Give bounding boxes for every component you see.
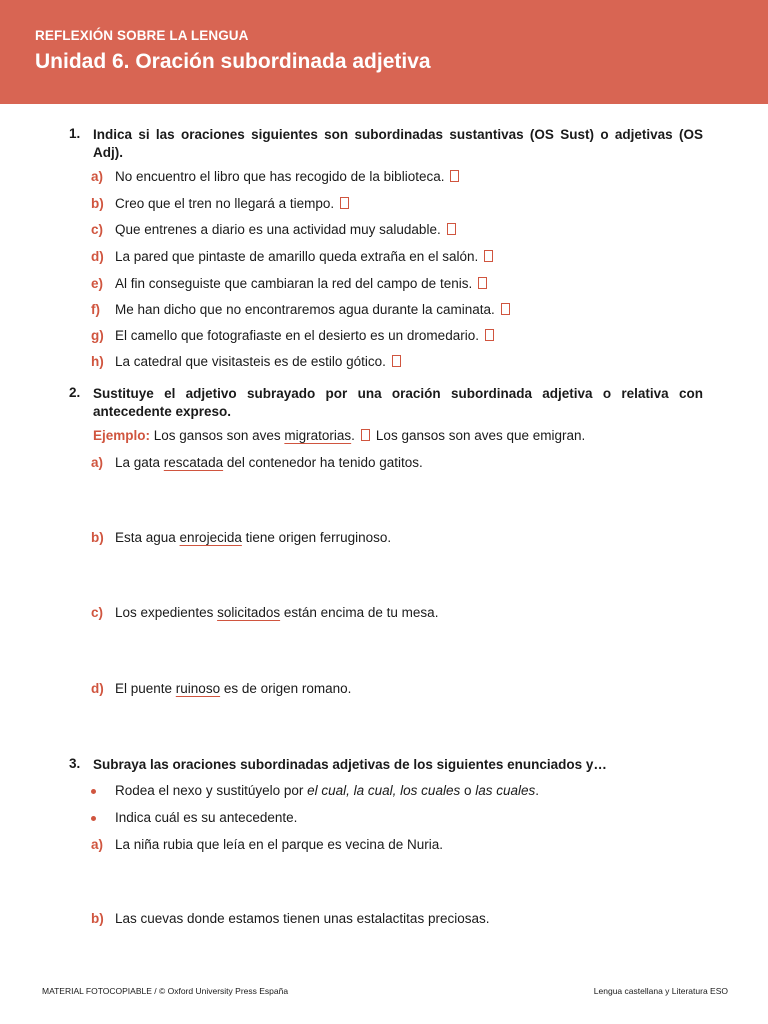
q1-item: La pared que pintaste de amarillo queda extraña en el salón. xyxy=(115,249,493,264)
q1-item-letter: h) xyxy=(91,354,104,369)
example-label: Ejemplo: xyxy=(93,428,151,443)
q1-item-letter: e) xyxy=(91,276,104,291)
checkbox xyxy=(361,429,370,441)
q1-item: Creo que el tren no llegará a tiempo. xyxy=(115,196,349,211)
underlined-word: enrojecida xyxy=(179,530,242,545)
page-title: Unidad 6. Oración subordinada adjetiva xyxy=(35,50,431,73)
checkbox[interactable] xyxy=(484,250,493,262)
question-3-number: 3. xyxy=(69,756,81,771)
underlined-word: solicitados xyxy=(217,605,281,620)
underlined-word: ruinoso xyxy=(175,681,221,696)
bullet-icon xyxy=(91,816,96,821)
q1-item: No encuentro el libro que has recogido de la biblioteca. xyxy=(115,169,459,184)
checkbox[interactable] xyxy=(450,170,459,182)
q1-item: El camello que fotografiaste en el desierto es un dromedario. xyxy=(115,328,494,343)
q1-item: Al fin conseguiste que cambiaran la red del campo de tenis. xyxy=(115,276,487,291)
q3-item-letter: b) xyxy=(91,911,104,926)
q1-item-letter: b) xyxy=(91,196,104,211)
q1-item-letter: a) xyxy=(91,169,104,184)
q2-item: Esta agua enrojecida tiene origen ferruginoso. xyxy=(115,530,392,545)
question-2-text: Sustituye el adjetivo subrayado por una oración subordinada adjetiva o relativa con antecedente expreso. xyxy=(93,386,703,419)
underlined-word: rescatada xyxy=(163,455,224,470)
question-1-number: 1. xyxy=(69,126,81,141)
checkbox[interactable] xyxy=(501,303,510,315)
question-1-text: Indica si las oraciones siguientes son subordinadas sustantivas (OS Sust) o adjetivas (OS Adj). xyxy=(93,127,703,160)
footer-book-title: Lengua castellana y Literatura ESO xyxy=(593,986,728,996)
checkbox[interactable] xyxy=(485,329,494,341)
q2-item: Los expedientes solicitados están encima de tu mesa. xyxy=(115,605,439,620)
underlined-word: migratorias xyxy=(284,428,352,443)
section-kicker: REFLEXIÓN SOBRE LA LENGUA xyxy=(35,28,249,43)
q2-item: La gata rescatada del contenedor ha tenido gatitos. xyxy=(115,455,423,470)
question-3-text: Subraya las oraciones subordinadas adjetivas de los siguientes enunciados y… xyxy=(93,757,607,772)
q3-bullet: Indica cuál es su antecedente. xyxy=(115,810,298,825)
q2-item-letter: a) xyxy=(91,455,104,470)
q2-item-letter: d) xyxy=(91,681,104,696)
checkbox[interactable] xyxy=(447,223,456,235)
question-2-number: 2. xyxy=(69,385,81,400)
q1-item-letter: c) xyxy=(91,222,104,237)
example-line: Ejemplo: Los gansos son aves migratorias. Los gansos son aves que emigran. xyxy=(93,428,586,443)
checkbox[interactable] xyxy=(478,277,487,289)
q1-item: Me han dicho que no encontraremos agua durante la caminata. xyxy=(115,302,510,317)
q1-item-letter: d) xyxy=(91,249,104,264)
q3-item-letter: a) xyxy=(91,837,104,852)
q3-item: Las cuevas donde estamos tienen unas estalactitas preciosas. xyxy=(115,911,490,926)
bullet-icon xyxy=(91,789,96,794)
q1-item-letter: g) xyxy=(91,328,104,343)
q1-item: La catedral que visitasteis es de estilo gótico. xyxy=(115,354,401,369)
page-header xyxy=(0,0,768,104)
q1-item: Que entrenes a diario es una actividad muy saludable. xyxy=(115,222,456,237)
q3-bullet: Rodea el nexo y sustitúyelo por el cual, la cual, los cuales o las cuales. xyxy=(115,783,540,798)
footer-copyright: MATERIAL FOTOCOPIABLE / © Oxford University Press España xyxy=(42,986,289,996)
checkbox[interactable] xyxy=(340,197,349,209)
q3-item: La niña rubia que leía en el parque es vecina de Nuria. xyxy=(115,837,443,852)
q2-item-letter: c) xyxy=(91,605,104,620)
checkbox[interactable] xyxy=(392,355,401,367)
q2-item-letter: b) xyxy=(91,530,104,545)
q2-item: El puente ruinoso es de origen romano. xyxy=(115,681,352,696)
q1-item-letter: f) xyxy=(91,302,100,317)
example-answer: Los gansos son aves que emigran. xyxy=(375,428,586,443)
